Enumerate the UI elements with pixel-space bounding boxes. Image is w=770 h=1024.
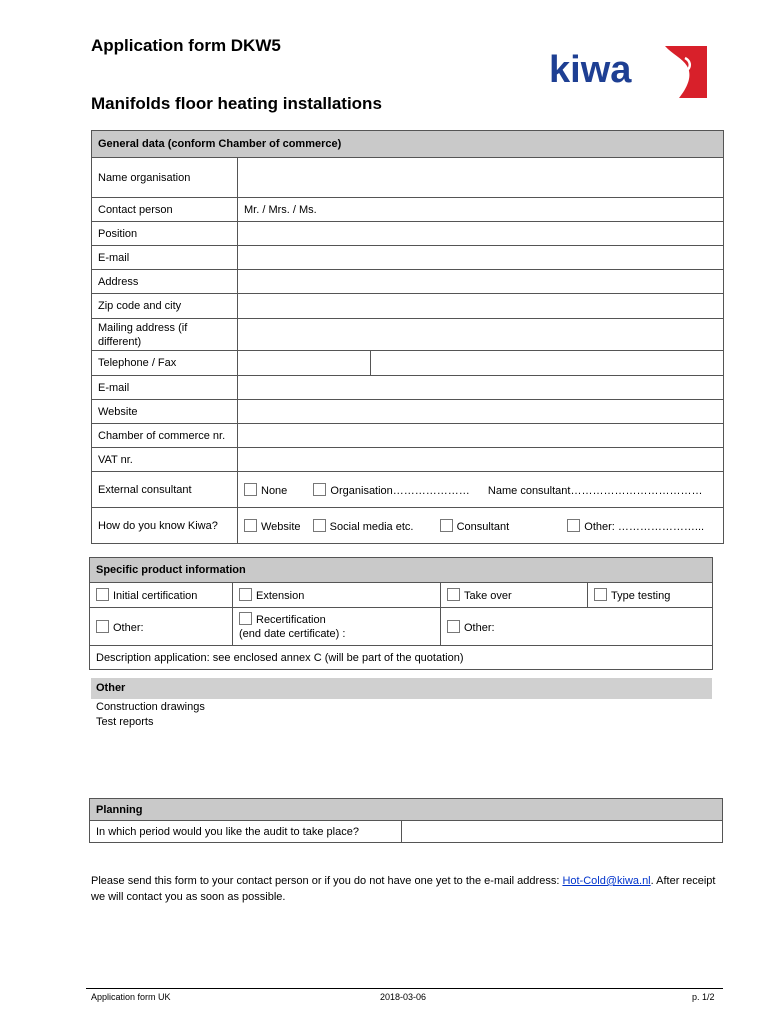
product-info-heading: Specific product information [90, 558, 713, 583]
option-type-testing: Type testing [611, 590, 671, 602]
field-vat-nr[interactable] [238, 448, 724, 472]
label-chamber-nr: Chamber of commerce nr. [92, 424, 238, 448]
checkbox-initial-certification[interactable] [96, 588, 109, 601]
form-subtitle: Manifolds floor heating installations [91, 94, 382, 113]
planning-heading: Planning [90, 799, 723, 821]
checkbox-consultant[interactable] [440, 519, 453, 532]
field-name-organisation[interactable] [238, 158, 724, 198]
cell-other-right [441, 608, 713, 646]
label-name-organisation: Name organisation [92, 158, 238, 198]
checkbox-recertification[interactable] [239, 612, 252, 625]
logo-text: kiwa [549, 49, 632, 91]
field-telephone[interactable] [238, 351, 371, 376]
note-text-before: Please send this form to your contact person or if you do not have one yet to the e-mail address: [91, 875, 563, 887]
field-audit-period[interactable] [402, 821, 723, 843]
cell-extension [233, 583, 441, 608]
field-fax[interactable] [371, 351, 724, 376]
checkbox-other-left[interactable] [96, 620, 109, 633]
label-address: Address [92, 270, 238, 294]
option-none: None [261, 484, 288, 497]
planning-table [89, 798, 723, 843]
option-other-right: Other: [464, 621, 495, 634]
option-consultant: Consultant [456, 520, 510, 533]
checkbox-other-right[interactable] [447, 620, 460, 633]
label-email-2: E-mail [92, 376, 238, 400]
product-info-table [89, 557, 713, 670]
checkbox-organisation[interactable] [313, 483, 326, 496]
label-website: Website [92, 400, 238, 424]
cell-take-over [441, 583, 588, 608]
planning-question: In which period would you like the audit to take place? [90, 821, 402, 843]
label-how-know-kiwa: How do you know Kiwa? [92, 508, 238, 544]
how-know-options [238, 508, 724, 544]
kiwa-logo [547, 42, 707, 98]
option-name-consultant: Name consultant……………………………… [487, 484, 703, 497]
option-website: Website [261, 520, 301, 533]
footer-page-number: p. 1/2 [692, 992, 715, 1002]
checkbox-social-media[interactable] [313, 519, 326, 532]
label-zip-city: Zip code and city [92, 294, 238, 319]
checkbox-none[interactable] [244, 483, 257, 496]
label-position: Position [92, 222, 238, 246]
cell-type-testing [588, 583, 713, 608]
note-text-after: . After receipt we will contact you as soon as possible. [91, 875, 716, 903]
other-item: Test reports [96, 716, 154, 728]
field-website[interactable] [238, 400, 724, 424]
checkbox-website[interactable] [244, 519, 257, 532]
checkbox-other[interactable] [567, 519, 580, 532]
footer-divider [86, 988, 723, 989]
field-contact-person[interactable]: Mr. / Mrs. / Ms. [238, 198, 724, 222]
option-social-media: Social media etc. [329, 520, 414, 533]
field-position[interactable] [238, 222, 724, 246]
external-consultant-options [238, 472, 724, 508]
product-description: Description application: see enclosed annex C (will be part of the quotation) [90, 646, 713, 670]
option-other: Other: …………………... [584, 520, 705, 533]
option-initial-certification: Initial certification [113, 590, 198, 602]
general-data-table [91, 130, 724, 544]
field-email-2[interactable] [238, 376, 724, 400]
form-title: Application form DKW5 [91, 36, 281, 55]
label-email: E-mail [92, 246, 238, 270]
recertification-end-date: (end date certificate) : [239, 628, 346, 640]
option-extension: Extension [256, 590, 305, 602]
label-external-consultant: External consultant [92, 472, 238, 508]
field-email[interactable] [238, 246, 724, 270]
contact-email-link[interactable]: Hot-Cold@kiwa.nl [562, 875, 651, 887]
label-contact-person: Contact person [92, 198, 238, 222]
label-telephone-fax: Telephone / Fax [92, 351, 238, 376]
checkbox-type-testing[interactable] [594, 588, 607, 601]
option-take-over: Take over [464, 590, 512, 602]
option-other-left: Other: [113, 621, 144, 634]
field-mailing-address[interactable] [238, 319, 724, 351]
general-data-heading: General data (conform Chamber of commerce) [92, 131, 724, 158]
checkbox-extension[interactable] [239, 588, 252, 601]
other-heading-bar [91, 678, 712, 699]
footer-form-name: Application form UK [91, 992, 171, 1002]
checkbox-take-over[interactable] [447, 588, 460, 601]
cell-other-left [90, 608, 233, 646]
other-item: Construction drawings [96, 701, 205, 713]
field-address[interactable] [238, 270, 724, 294]
footer-date: 2018-03-06 [380, 992, 427, 1002]
field-zip-city[interactable] [238, 294, 724, 319]
field-chamber-nr[interactable] [238, 424, 724, 448]
option-recertification: Recertification [256, 614, 326, 626]
label-vat-nr: VAT nr. [92, 448, 238, 472]
option-organisation: Organisation………………… [330, 484, 470, 497]
instructions-note [91, 873, 721, 905]
label-mailing-address: Mailing address (if different) [92, 319, 238, 351]
cell-recertification [233, 608, 441, 646]
other-heading: Other [96, 682, 126, 694]
cell-initial-certification [90, 583, 233, 608]
